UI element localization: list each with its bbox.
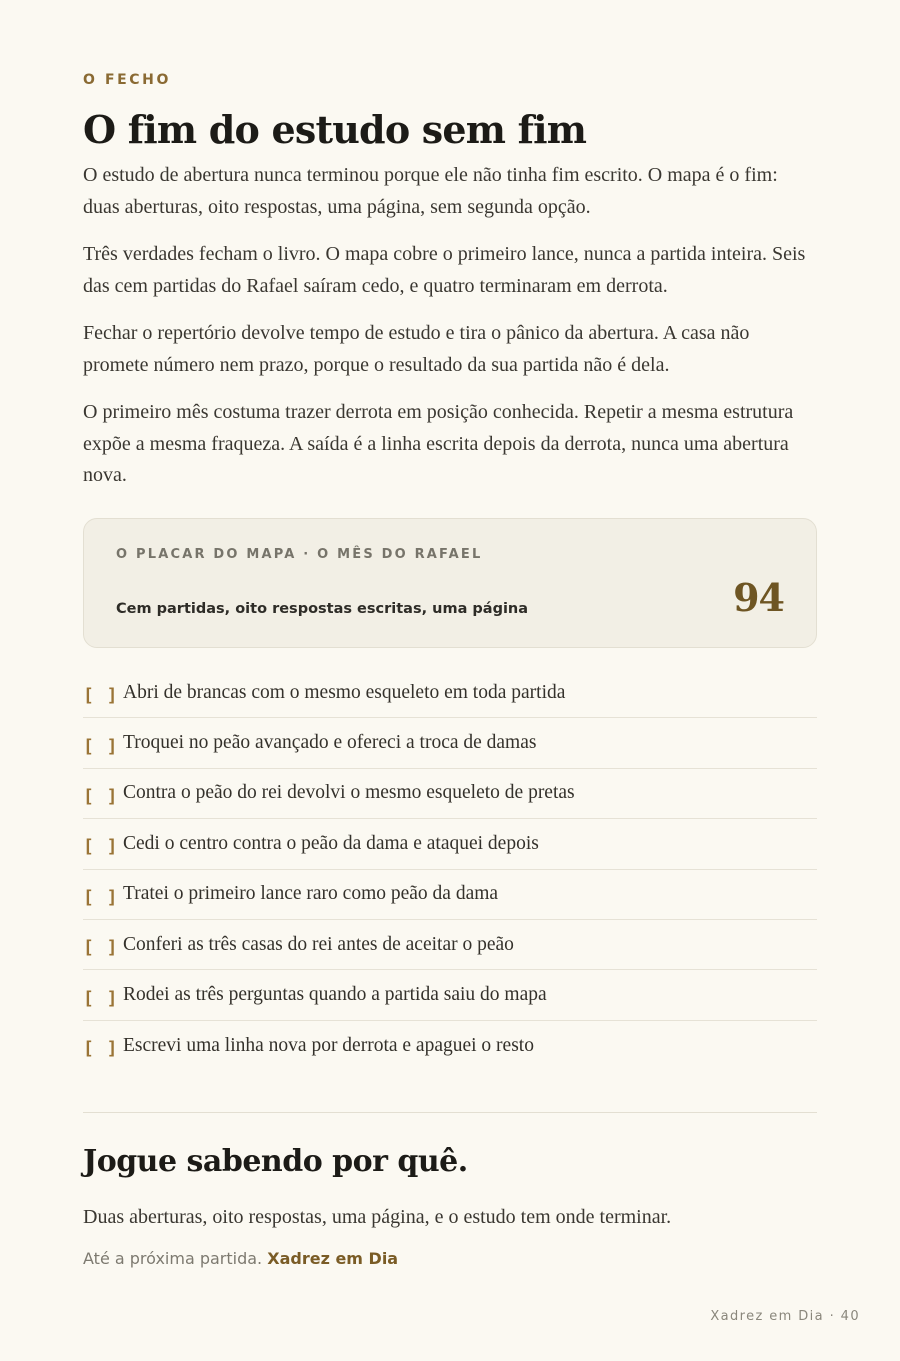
checklist-item-label: Cedi o centro contra o peão da dama e ataquei depois — [123, 832, 539, 854]
checkbox-marker[interactable]: [ ] — [83, 735, 119, 757]
scoreboard-value: 94 — [733, 575, 784, 620]
checkbox-marker[interactable]: [ ] — [83, 685, 119, 707]
closing-title: Jogue sabendo por quê. — [83, 1144, 468, 1179]
checklist-item-label: Rodei as três perguntas quando a partida saiu do mapa — [123, 984, 547, 1006]
page-title: O fim do estudo sem fim — [83, 107, 587, 152]
signoff — [83, 1249, 398, 1268]
scoreboard-caption: Cem partidas, oito respostas escritas, uma página — [116, 601, 529, 617]
checklist-item-label: Contra o peão do rei devolvi o mesmo esqueleto de pretas — [123, 782, 575, 804]
checklist-item[interactable] — [83, 668, 817, 718]
checklist — [83, 668, 817, 1071]
checklist-item-label: Escrevi uma linha nova por derrota e apaguei o resto — [123, 1034, 534, 1056]
paragraph: O primeiro mês costuma trazer derrota em posição conhecida. Repetir a mesma estrutura expõe a mesma fraqueza. A saída é a linha escrita depois da derrota, nunca uma abertura nova. — [83, 401, 794, 486]
checklist-item-label: Abri de brancas com o mesmo esqueleto em toda partida — [123, 681, 566, 703]
checklist-item-label: Tratei o primeiro lance raro como peão da dama — [123, 883, 499, 905]
checkbox-marker[interactable]: [ ] — [83, 1038, 119, 1060]
checklist-item-label: Troquei no peão avançado e ofereci a troca de damas — [123, 732, 537, 754]
section-eyebrow: O FECHO — [83, 72, 171, 88]
checklist-item[interactable] — [83, 1021, 817, 1071]
scoreboard-card — [83, 518, 817, 648]
checkbox-marker[interactable]: [ ] — [83, 987, 119, 1009]
paragraph: Fechar o repertório devolve tempo de estudo e tira o pânico da abertura. A casa não promete número nem prazo, porque o resultado da sua partida não é dela. — [83, 322, 750, 376]
checkbox-marker[interactable]: [ ] — [83, 937, 119, 959]
checklist-item[interactable] — [83, 970, 817, 1020]
signoff-brand: Xadrez em Dia — [267, 1249, 399, 1268]
checkbox-marker[interactable]: [ ] — [83, 836, 119, 858]
checkbox-marker[interactable]: [ ] — [83, 785, 119, 807]
section-divider — [83, 1112, 817, 1113]
body-text — [83, 160, 817, 508]
scoreboard-label: O PLACAR DO MAPA · O MÊS DO RAFAEL — [116, 547, 483, 562]
checklist-item[interactable] — [83, 870, 817, 920]
checklist-item[interactable] — [83, 718, 817, 768]
checklist-item[interactable] — [83, 769, 817, 819]
checklist-item[interactable] — [83, 819, 817, 869]
checklist-item-label: Conferi as três casas do rei antes de aceitar o peão — [123, 933, 514, 955]
signoff-text: Até a próxima partida. — [83, 1249, 263, 1268]
checkbox-marker[interactable]: [ ] — [83, 886, 119, 908]
checklist-item[interactable] — [83, 920, 817, 970]
paragraph: O estudo de abertura nunca terminou porque ele não tinha fim escrito. O mapa é o fim: duas aberturas, oito respostas, uma página, sem segunda opção. — [83, 164, 778, 218]
closing-text: Duas aberturas, oito respostas, uma página, e o estudo tem onde terminar. — [83, 1206, 672, 1228]
page-footer: Xadrez em Dia · 40 — [710, 1309, 860, 1324]
paragraph: Três verdades fecham o livro. O mapa cobre o primeiro lance, nunca a partida inteira. Seis das cem partidas do Rafael saíram cedo, e quatro terminaram em derrota. — [83, 243, 806, 297]
